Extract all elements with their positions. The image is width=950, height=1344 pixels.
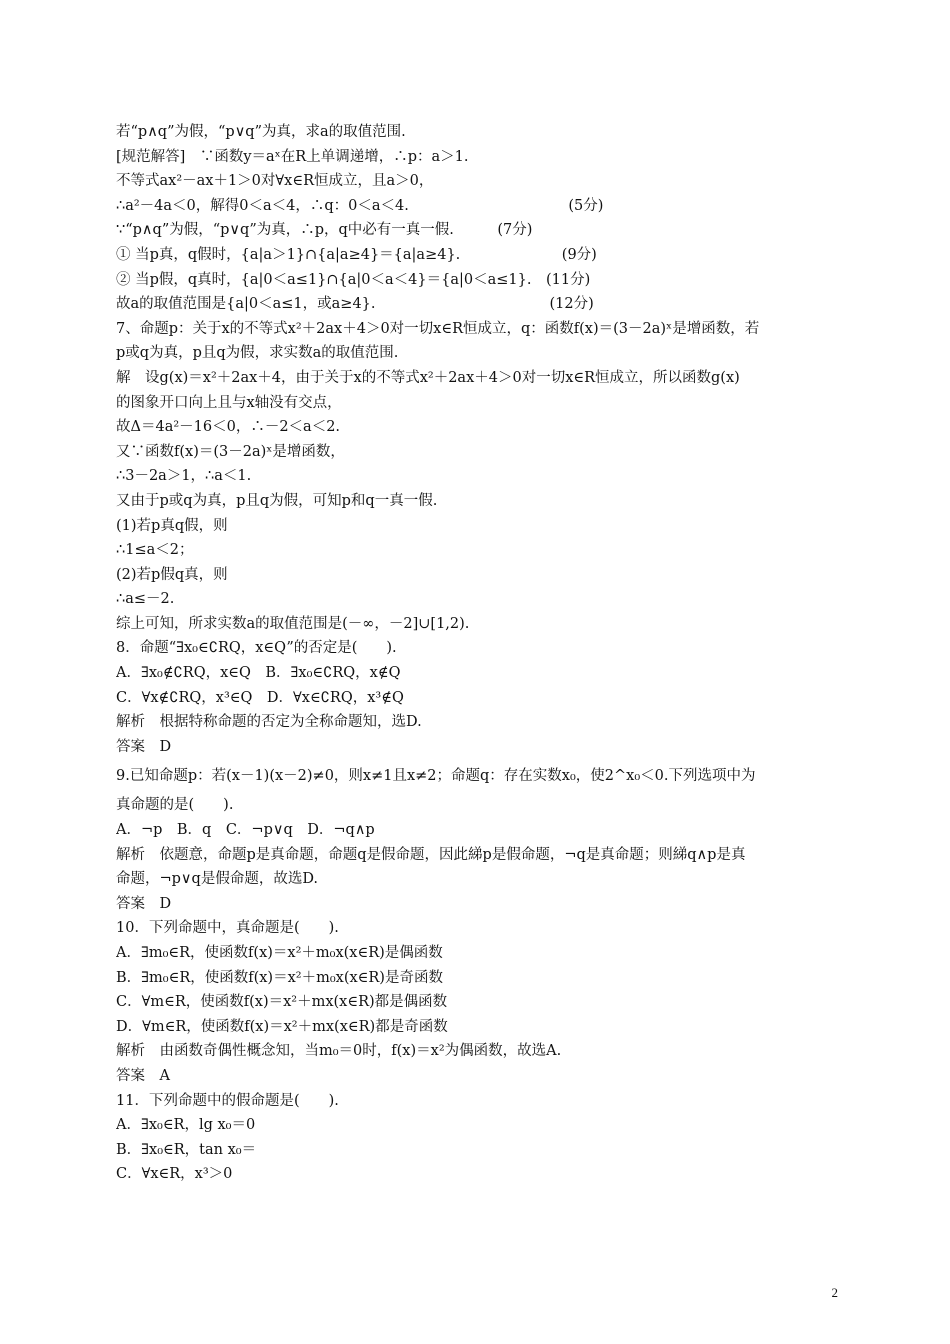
text-line: ② 当p假，q真时，{a|0＜a≤1}∩{a|0＜a＜4}＝{a|0＜a≤1}. (11分) [116,271,591,288]
text-line: [规范解答] ∵函数y＝aˣ在R上单调递增，∴p：a＞1. [116,148,469,165]
text-line: 10．下列命题中，真命题是( ). [116,920,339,937]
text-line: 综上可知，所求实数a的取值范围是(－∞，－2]∪[1,2). [116,615,470,632]
text-line: 答案 D [116,738,172,755]
text-line: (1)若p真q假，则 [116,517,228,534]
text-line: ∵“p∧q”为假，“p∨q”为真，∴p，q中必有一真一假. (7分) [116,222,533,239]
text-line: ∴1≤a＜2； [116,542,194,559]
text-line: 命题，¬p∨q是假命题，故选D. [116,871,319,888]
text-line: A．∃x₀∉∁RQ，x∈Q B．∃x₀∈∁RQ，x∉Q [116,665,401,682]
text-line: 11．下列命题中的假命题是( ). [116,1092,339,1109]
text-line: 又∵函数f(x)＝(3－2a)ˣ是增函数， [116,443,345,460]
text-line: 不等式ax²－ax＋1＞0对∀x∈R恒成立，且a＞0， [116,173,434,190]
text-line: A．¬p B．q C．¬p∨q D．¬q∧p [116,822,375,839]
text-line: 的图象开口向上且与x轴没有交点， [116,394,342,411]
text-line: D．∀m∈R，使函数f(x)＝x²＋mx(x∈R)都是奇函数 [116,1018,448,1035]
text-line: 解析 依题意，命题p是真命题，命题q是假命题，因此綈p是假命题，¬q是真命题；则綈q∧p是真 [116,846,746,863]
text-line: 解 设g(x)＝x²＋2ax＋4，由于关于x的不等式x²＋2ax＋4＞0对一切x∈R恒成立，所以函数g(x) [116,369,740,386]
text-line: (2)若p假q真，则 [116,566,228,583]
text-line: C．∀x∉∁RQ，x³∈Q D．∀x∈∁RQ，x³∉Q [116,689,404,706]
text-line: ∴a²－4a＜0，解得0＜a＜4，∴q：0＜a＜4. (5分) [116,197,604,214]
text-line: B．∃x₀∈R，tan x₀＝ [116,1141,257,1158]
text-line: 真命题的是( ). [116,797,234,814]
page-body [116,120,846,1187]
text-line: A．∃x₀∈R，lg x₀＝0 [116,1117,256,1134]
text-line: 8．命题“∃x₀∈∁RQ，x∈Q”的否定是( ). [116,640,397,657]
text-line: 7、命题p：关于x的不等式x²＋2ax＋4＞0对一切x∈R恒成立，q：函数f(x)＝(3－2a)ˣ是增函数，若 [116,320,760,337]
text-line: p或q为真，p且q为假，求实数a的取值范围. [116,345,399,362]
text-line: 若“p∧q”为假，“p∨q”为真，求a的取值范围. [116,124,406,140]
text-line: B．∃m₀∈R，使函数f(x)＝x²＋m₀x(x∈R)是奇函数 [116,969,443,986]
text-line: ∴3－2a＞1，∴a＜1. [116,468,252,485]
text-line: A．∃m₀∈R，使函数f(x)＝x²＋m₀x(x∈R)是偶函数 [116,945,443,961]
text-line: C．∀m∈R，使函数f(x)＝x²＋mx(x∈R)都是偶函数 [116,994,448,1011]
page-number: 2 [831,1285,838,1300]
text-line: 故a的取值范围是{a|0＜a≤1，或a≥4}. (12分) [116,296,594,313]
text-line: 答案 A [116,1067,170,1084]
text-line: 答案 D [116,895,172,912]
text-line: 解析 由函数奇偶性概念知，当m₀＝0时，f(x)＝x²为偶函数，故选A. [116,1043,562,1060]
text-line: 又由于p或q为真，p且q为假，可知p和q一真一假. [116,492,438,509]
text-line: 解析 根据特称命题的否定为全称命题知，选D. [116,714,422,731]
text-line: C．∀x∈R，x³＞0 [116,1166,233,1183]
text-line: 故Δ＝4a²－16＜0，∴－2＜a＜2. [116,419,341,436]
text-line: ① 当p真，q假时，{a|a＞1}∩{a|a≥4}＝{a|a≥4}. (9分) [116,246,597,263]
text-line: ∴a≤－2. [116,591,175,608]
text-line: 9.已知命题p：若(x－1)(x－2)≠0，则x≠1且x≠2；命题q：存在实数x₀，使2^x₀＜0.下列选项中为 [116,768,756,785]
